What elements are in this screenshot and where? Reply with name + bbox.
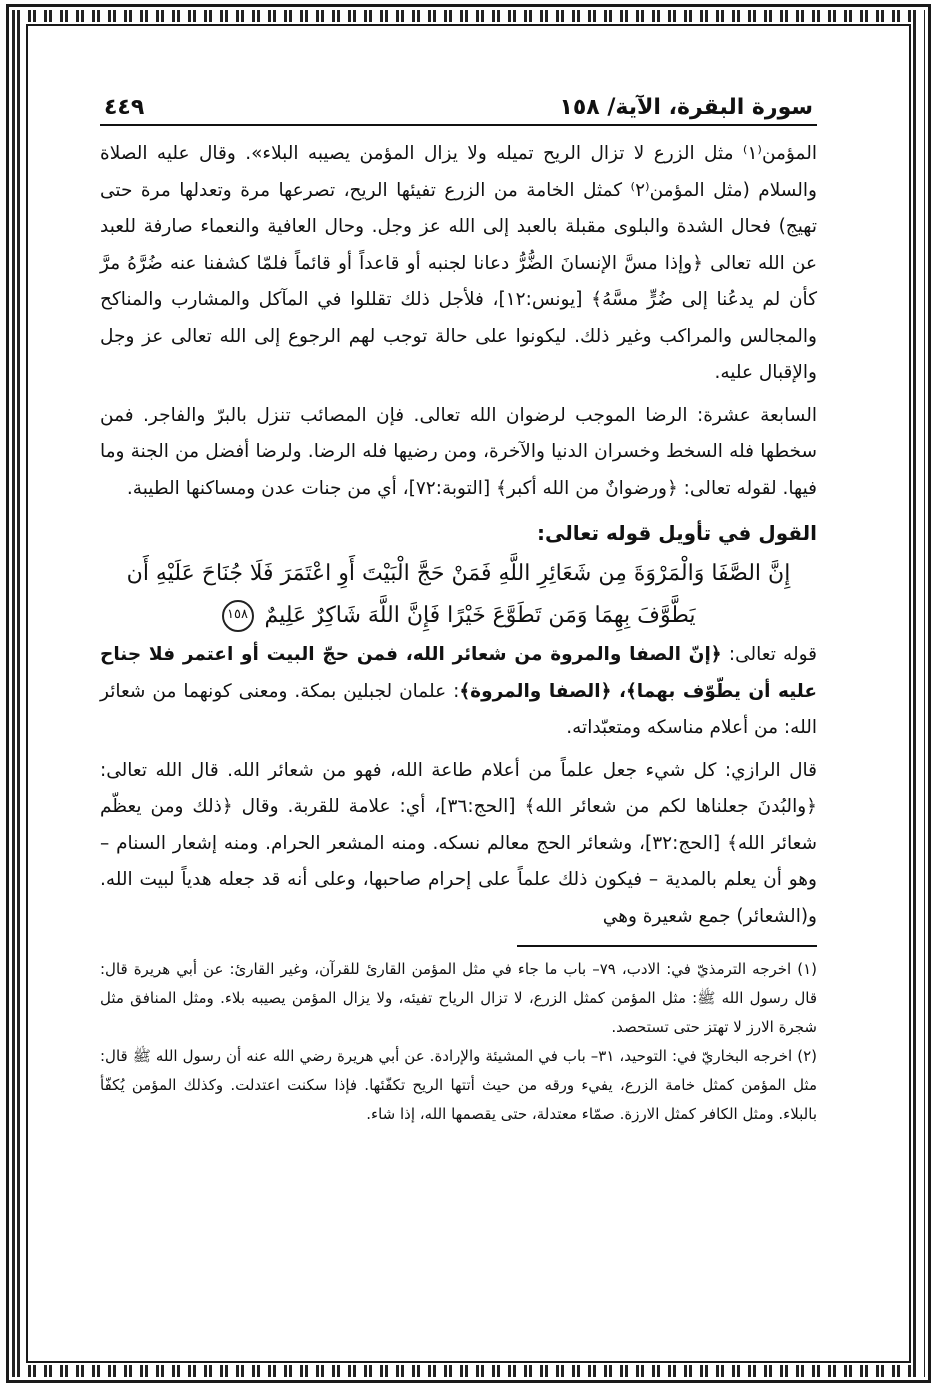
page-number: ٤٤٩ — [104, 95, 145, 120]
running-header — [100, 80, 817, 126]
commentary-quote: ﴿إنّ الصفا والمروة من شعائر الله، فمن حجّ البيت أو اعتمر فلا جناح عليه أن يطّوّف بهما﴾، ﴿الصفا والمروة﴾ — [100, 644, 817, 702]
commentary-paragraph — [100, 637, 817, 747]
commentary-intro: قوله تعالى: — [721, 644, 817, 665]
commentary-rest: : علمان لجبلين بمكة. ومعنى كونهما من شعائر الله: من أعلام مناسكه ومتعبّداته. — [100, 680, 817, 738]
footnote: (٢) اخرجه البخاريّ في: التوحيد، ٣١– باب في المشيئة والإرادة. عن أبي هريرة رضي الله عنه أن رسول الله ﷺ قال: مثل المؤمن كمثل خامة الزرع، يفيء ورقه من حيث أتتها الريح تكفّئها. فإذا سكنت اعتدلت. وكذلك المؤمن يُكفّأ بالبلاء. ومثل الكافر كمثل الارزة. صمّاء معتدلة، حتى يقصمها الله، إذا شاء. — [100, 1047, 817, 1123]
quran-verse — [100, 553, 817, 637]
page-content — [100, 80, 817, 1129]
verse-number-medallion: ١٥٨ — [222, 600, 254, 632]
section-title: القول في تأويل قوله تعالى: — [537, 521, 817, 545]
paragraph: السابعة عشرة: الرضا الموجب لرضوان الله تعالى. فإن المصائب تنزل بالبرّ والفاجر. فمن سخطها فله السخط وخسران الدنيا والآخرة، ومن رضيها فله الرضا. ولرضا أفضل من الجنة وما فيها. لقوله تعالى: ﴿ورضوانٌ من الله أكبر﴾ [التوبة:٧٢]، أي من جنات عدن ومساكنها الطيبة. — [100, 404, 817, 499]
paragraph: قال الرازي: كل شيء جعل علماً من أعلام طاعة الله، فهو من شعائر الله. قال الله تعالى: ﴿والبُدنَ جعلناها لكم من شعائر الله﴾ [الحج:٣٦]، أي: علامة للقربة. وقال ﴿ذلك ومن يعظّم شعائر الله﴾ [الحج:٣٢]، وشعائر الحج معالم نسكه. ومنه المشعر الحرام. ومنه إشعار السنام – وهو أن يعلم بالمدية – فيكون ذلك علماً على إحرام صاحبها، وعلى أنه قد جعله هدياً لبيت الله. و(الشعائر) جمع شعيرة وهي — [100, 759, 818, 927]
verse-text: إِنَّ الصَّفَا وَالْمَرْوَةَ مِن شَعَائِرِ اللَّهِ فَمَنْ حَجَّ الْبَيْتَ أَوِ اعْتَمَرَ فَلَا جُنَاحَ عَلَيْهِ أَن يَطَّوَّفَ بِهِمَا وَمَن تَطَوَّعَ خَيْرًا فَإِنَّ اللَّهَ شَاكِرٌ عَلِيمٌ — [126, 561, 791, 628]
footnote: (١) اخرجه الترمذيّ في: الادب، ٧٩– باب ما جاء في مثل المؤمن القارئ للقرآن، وغير القارئ: عن أبي هريرة قال: قال رسول الله ﷺ: مثل المؤمن كمثل الزرع، لا تزال الرياح تفيئه، ولا يزال المؤمن يصيبه بلاء. ومثل المنافق مثل شجرة الارز لا تهتز حتى تستحصد. — [100, 960, 817, 1036]
main-text — [100, 136, 817, 935]
footnote-separator — [517, 945, 817, 947]
footnotes — [100, 955, 817, 1129]
paragraph: المؤمن⁽١⁾ مثل الزرع لا تزال الريح تميله ولا يزال المؤمن يصيبه البلاء». وقال عليه الصلاة والسلام (مثل المؤمن⁽٢⁾ كمثل الخامة من الزرع تفيئها الريح، تصرعها مرة وتعدلها مرة حتى تهيج) فحال الشدة والبلوى مقبلة بالعبد إلى الله عز وجل. وحال العافية والنعماء صارفة للعبد عن الله تعالى ﴿وإذا مسَّ الإنسانَ الضُّرُّ دعانا لجنبه أو قاعداً أو قائماً فلمّا كشفنا عنه ضُرَّهُ مرَّ كأن لم يدعُنا إلى ضُرٍّ مسَّهُ﴾ [يونس:١٢]، فلأجل ذلك تقللوا في المآكل والمشارب والمناكح والمجالس والمراكب وغير ذلك. ليكونوا على حالة توجب لهم الرجوع إلى الله تعالى عز وجل والإقبال عليه. — [100, 143, 817, 383]
header-title: سورة البقرة، الآية/ ١٥٨ — [559, 95, 813, 120]
